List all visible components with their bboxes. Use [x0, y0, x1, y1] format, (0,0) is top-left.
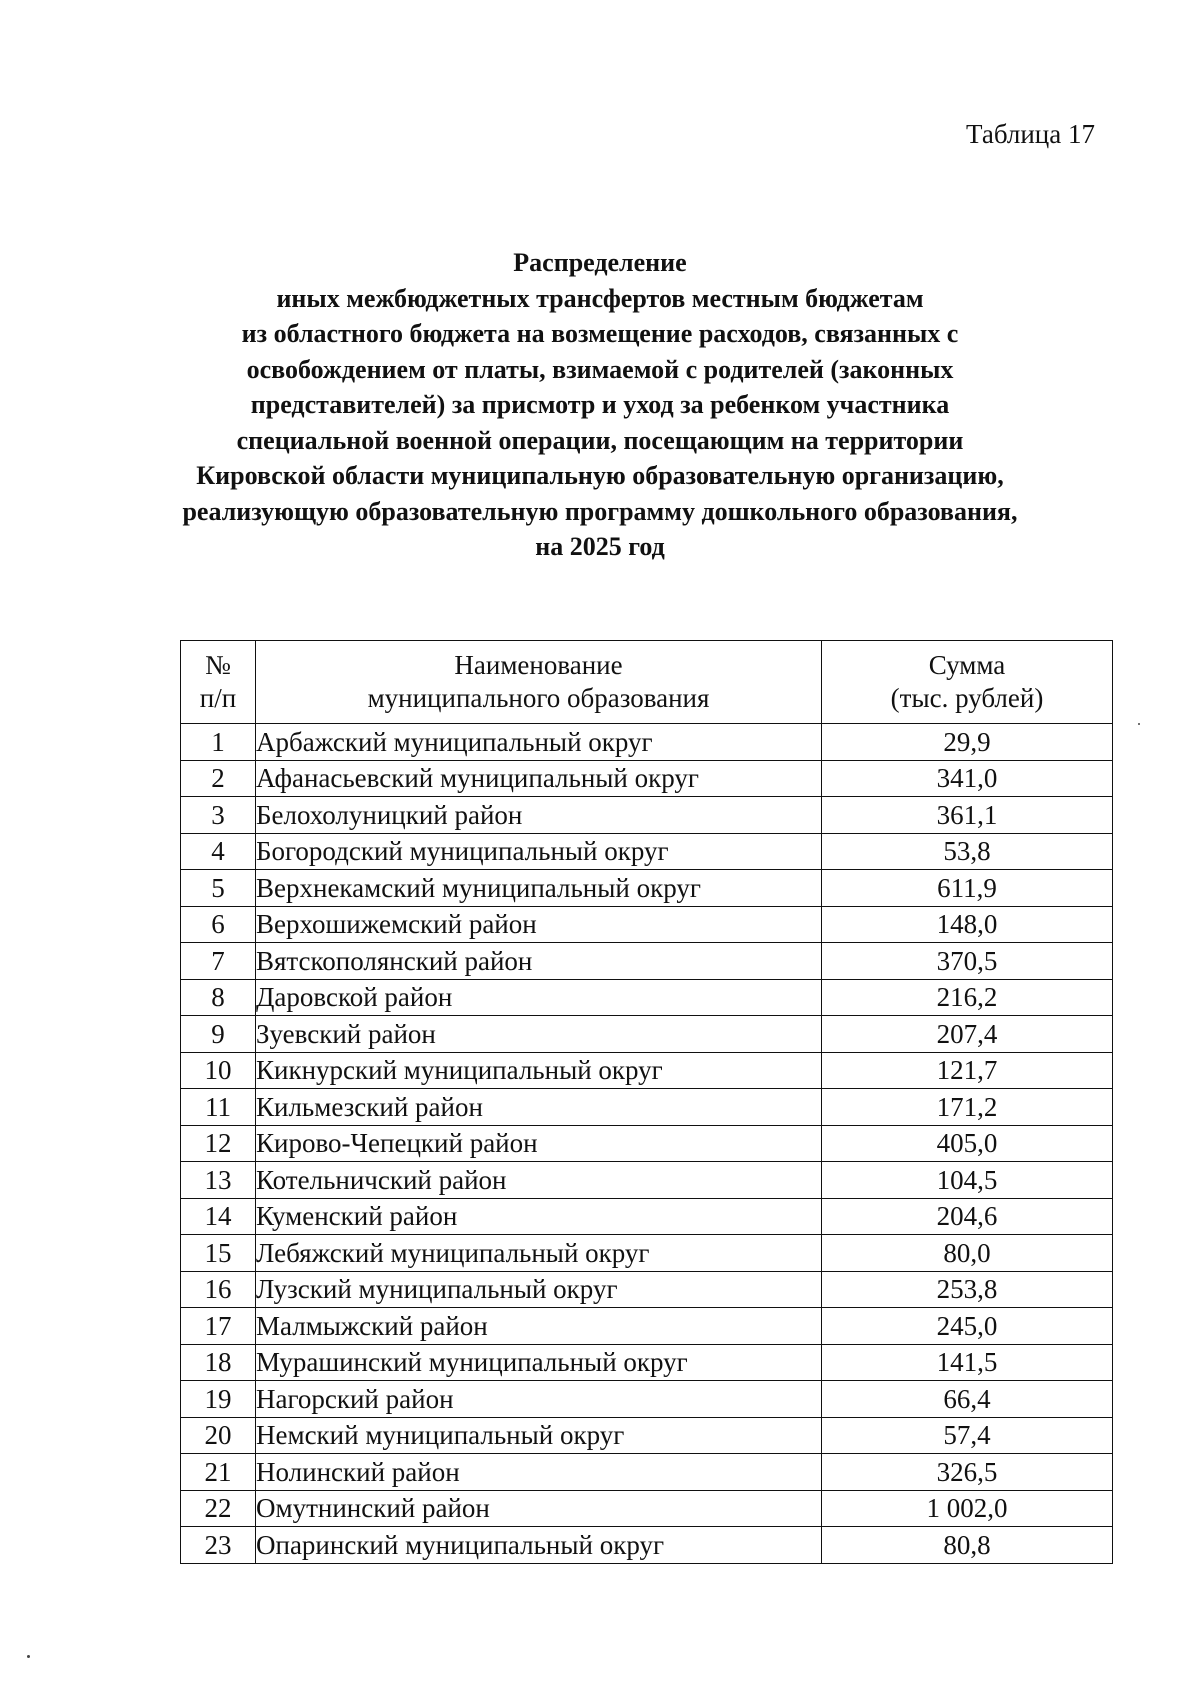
column-header-sum [822, 641, 1113, 724]
amount: 253,8 [822, 1271, 1113, 1308]
municipality-name: Малмыжский район [256, 1308, 822, 1345]
title-line: реализующую образовательную программу дошкольного образования, [182, 496, 1018, 526]
row-number: 9 [181, 1016, 256, 1053]
municipality-name: Верхошижемский район [256, 906, 822, 943]
row-number: 2 [181, 760, 256, 797]
amount: 80,8 [822, 1527, 1113, 1564]
table-row [181, 906, 1113, 943]
table-row [181, 1235, 1113, 1272]
amount: 171,2 [822, 1089, 1113, 1126]
column-header-number [181, 641, 256, 724]
municipality-name: Лебяжский муниципальный округ [256, 1235, 822, 1272]
amount: 204,6 [822, 1198, 1113, 1235]
municipality-name: Афанасьевский муниципальный округ [256, 760, 822, 797]
amount: 370,5 [822, 943, 1113, 980]
row-number: 11 [181, 1089, 256, 1126]
municipality-name: Котельничский район [256, 1162, 822, 1199]
title-line: специальной военной операции, посещающим на территории [236, 425, 964, 455]
amount: 341,0 [822, 760, 1113, 797]
row-number: 13 [181, 1162, 256, 1199]
row-number: 1 [181, 724, 256, 761]
table-row [181, 1052, 1113, 1089]
title-line: представителей) за присмотр и уход за ребенком участника [250, 390, 950, 419]
row-number: 16 [181, 1271, 256, 1308]
municipality-name: Нагорский район [256, 1381, 822, 1418]
table-row [181, 833, 1113, 870]
row-number: 10 [181, 1052, 256, 1089]
row-number: 23 [181, 1527, 256, 1564]
table-row [181, 1125, 1113, 1162]
table-number: Таблица 17 [966, 119, 1095, 149]
table-row [181, 1381, 1113, 1418]
title-line: на 2025 год [535, 532, 665, 561]
municipality-name: Кильмезский район [256, 1089, 822, 1126]
municipality-name: Куменский район [256, 1198, 822, 1235]
title-line: Кировской области муниципальную образовательную организацию, [196, 461, 1004, 490]
header-line: муниципального образования [367, 683, 710, 713]
amount: 29,9 [822, 724, 1113, 761]
amount: 361,1 [822, 797, 1113, 834]
row-number: 17 [181, 1308, 256, 1345]
amount: 57,4 [822, 1417, 1113, 1454]
row-number: 7 [181, 943, 256, 980]
title-line: из областного бюджета на возмещение расходов, связанных с [241, 319, 959, 348]
amount: 141,5 [822, 1344, 1113, 1381]
row-number: 21 [181, 1454, 256, 1491]
table-row [181, 943, 1113, 980]
row-number: 15 [181, 1235, 256, 1272]
amount: 1 002,0 [822, 1490, 1113, 1527]
table-row [181, 1308, 1113, 1345]
municipality-name: Омутнинский район [256, 1490, 822, 1527]
amount: 80,0 [822, 1235, 1113, 1272]
table-header-row [181, 641, 1113, 724]
amount: 326,5 [822, 1454, 1113, 1491]
header-line: (тыс. рублей) [890, 683, 1044, 713]
amount: 405,0 [822, 1125, 1113, 1162]
table-row [181, 1016, 1113, 1053]
table-row [181, 1162, 1113, 1199]
header-line: Сумма [928, 650, 1006, 680]
municipality-name: Зуевский район [256, 1016, 822, 1053]
header-line: № [205, 650, 231, 680]
table-row [181, 760, 1113, 797]
amount: 611,9 [822, 870, 1113, 907]
table-row [181, 797, 1113, 834]
amount: 216,2 [822, 979, 1113, 1016]
table-row [181, 1417, 1113, 1454]
scan-speck [1138, 723, 1140, 725]
table-row [181, 1454, 1113, 1491]
municipality-name: Лузский муниципальный округ [256, 1271, 822, 1308]
row-number: 12 [181, 1125, 256, 1162]
municipality-name: Немский муниципальный округ [256, 1417, 822, 1454]
municipality-name: Арбажский муниципальный округ [256, 724, 822, 761]
municipality-name: Опаринский муниципальный округ [256, 1527, 822, 1564]
municipality-name: Вятскополянский район [256, 943, 822, 980]
column-header-name [256, 641, 822, 724]
table-row [181, 1490, 1113, 1527]
municipality-name: Белохолуницкий район [256, 797, 822, 834]
table-row [181, 1089, 1113, 1126]
row-number: 19 [181, 1381, 256, 1418]
municipality-name: Даровской район [256, 979, 822, 1016]
amount: 207,4 [822, 1016, 1113, 1053]
municipality-name: Верхнекамский муниципальный округ [256, 870, 822, 907]
table-row [181, 1198, 1113, 1235]
title-line: иных межбюджетных трансфертов местным бюджетам [276, 283, 924, 313]
row-number: 8 [181, 979, 256, 1016]
row-number: 20 [181, 1417, 256, 1454]
table-row [181, 724, 1113, 761]
amount: 245,0 [822, 1308, 1113, 1345]
row-number: 18 [181, 1344, 256, 1381]
row-number: 14 [181, 1198, 256, 1235]
municipality-name: Кирово-Чепецкий район [256, 1125, 822, 1162]
municipality-name: Богородский муниципальный округ [256, 833, 822, 870]
amount: 121,7 [822, 1052, 1113, 1089]
row-number: 4 [181, 833, 256, 870]
amount: 66,4 [822, 1381, 1113, 1418]
table-row [181, 1344, 1113, 1381]
header-line: Наименование [454, 650, 623, 680]
scan-speck [27, 1655, 30, 1658]
table-row [181, 979, 1113, 1016]
table-row [181, 1527, 1113, 1564]
title-line: Распределение [513, 248, 687, 277]
table-row [181, 870, 1113, 907]
header-line: п/п [199, 683, 237, 713]
row-number: 5 [181, 870, 256, 907]
row-number: 6 [181, 906, 256, 943]
amount: 104,5 [822, 1162, 1113, 1199]
amount: 148,0 [822, 906, 1113, 943]
title-line: освобождением от платы, взимаемой с родителей (законных [246, 354, 954, 384]
table-row [181, 1271, 1113, 1308]
row-number: 22 [181, 1490, 256, 1527]
distribution-table [180, 640, 1113, 1564]
municipality-name: Кикнурский муниципальный округ [256, 1052, 822, 1089]
document-title [150, 245, 1050, 565]
amount: 53,8 [822, 833, 1113, 870]
municipality-name: Нолинский район [256, 1454, 822, 1491]
row-number: 3 [181, 797, 256, 834]
municipality-name: Мурашинский муниципальный округ [256, 1344, 822, 1381]
